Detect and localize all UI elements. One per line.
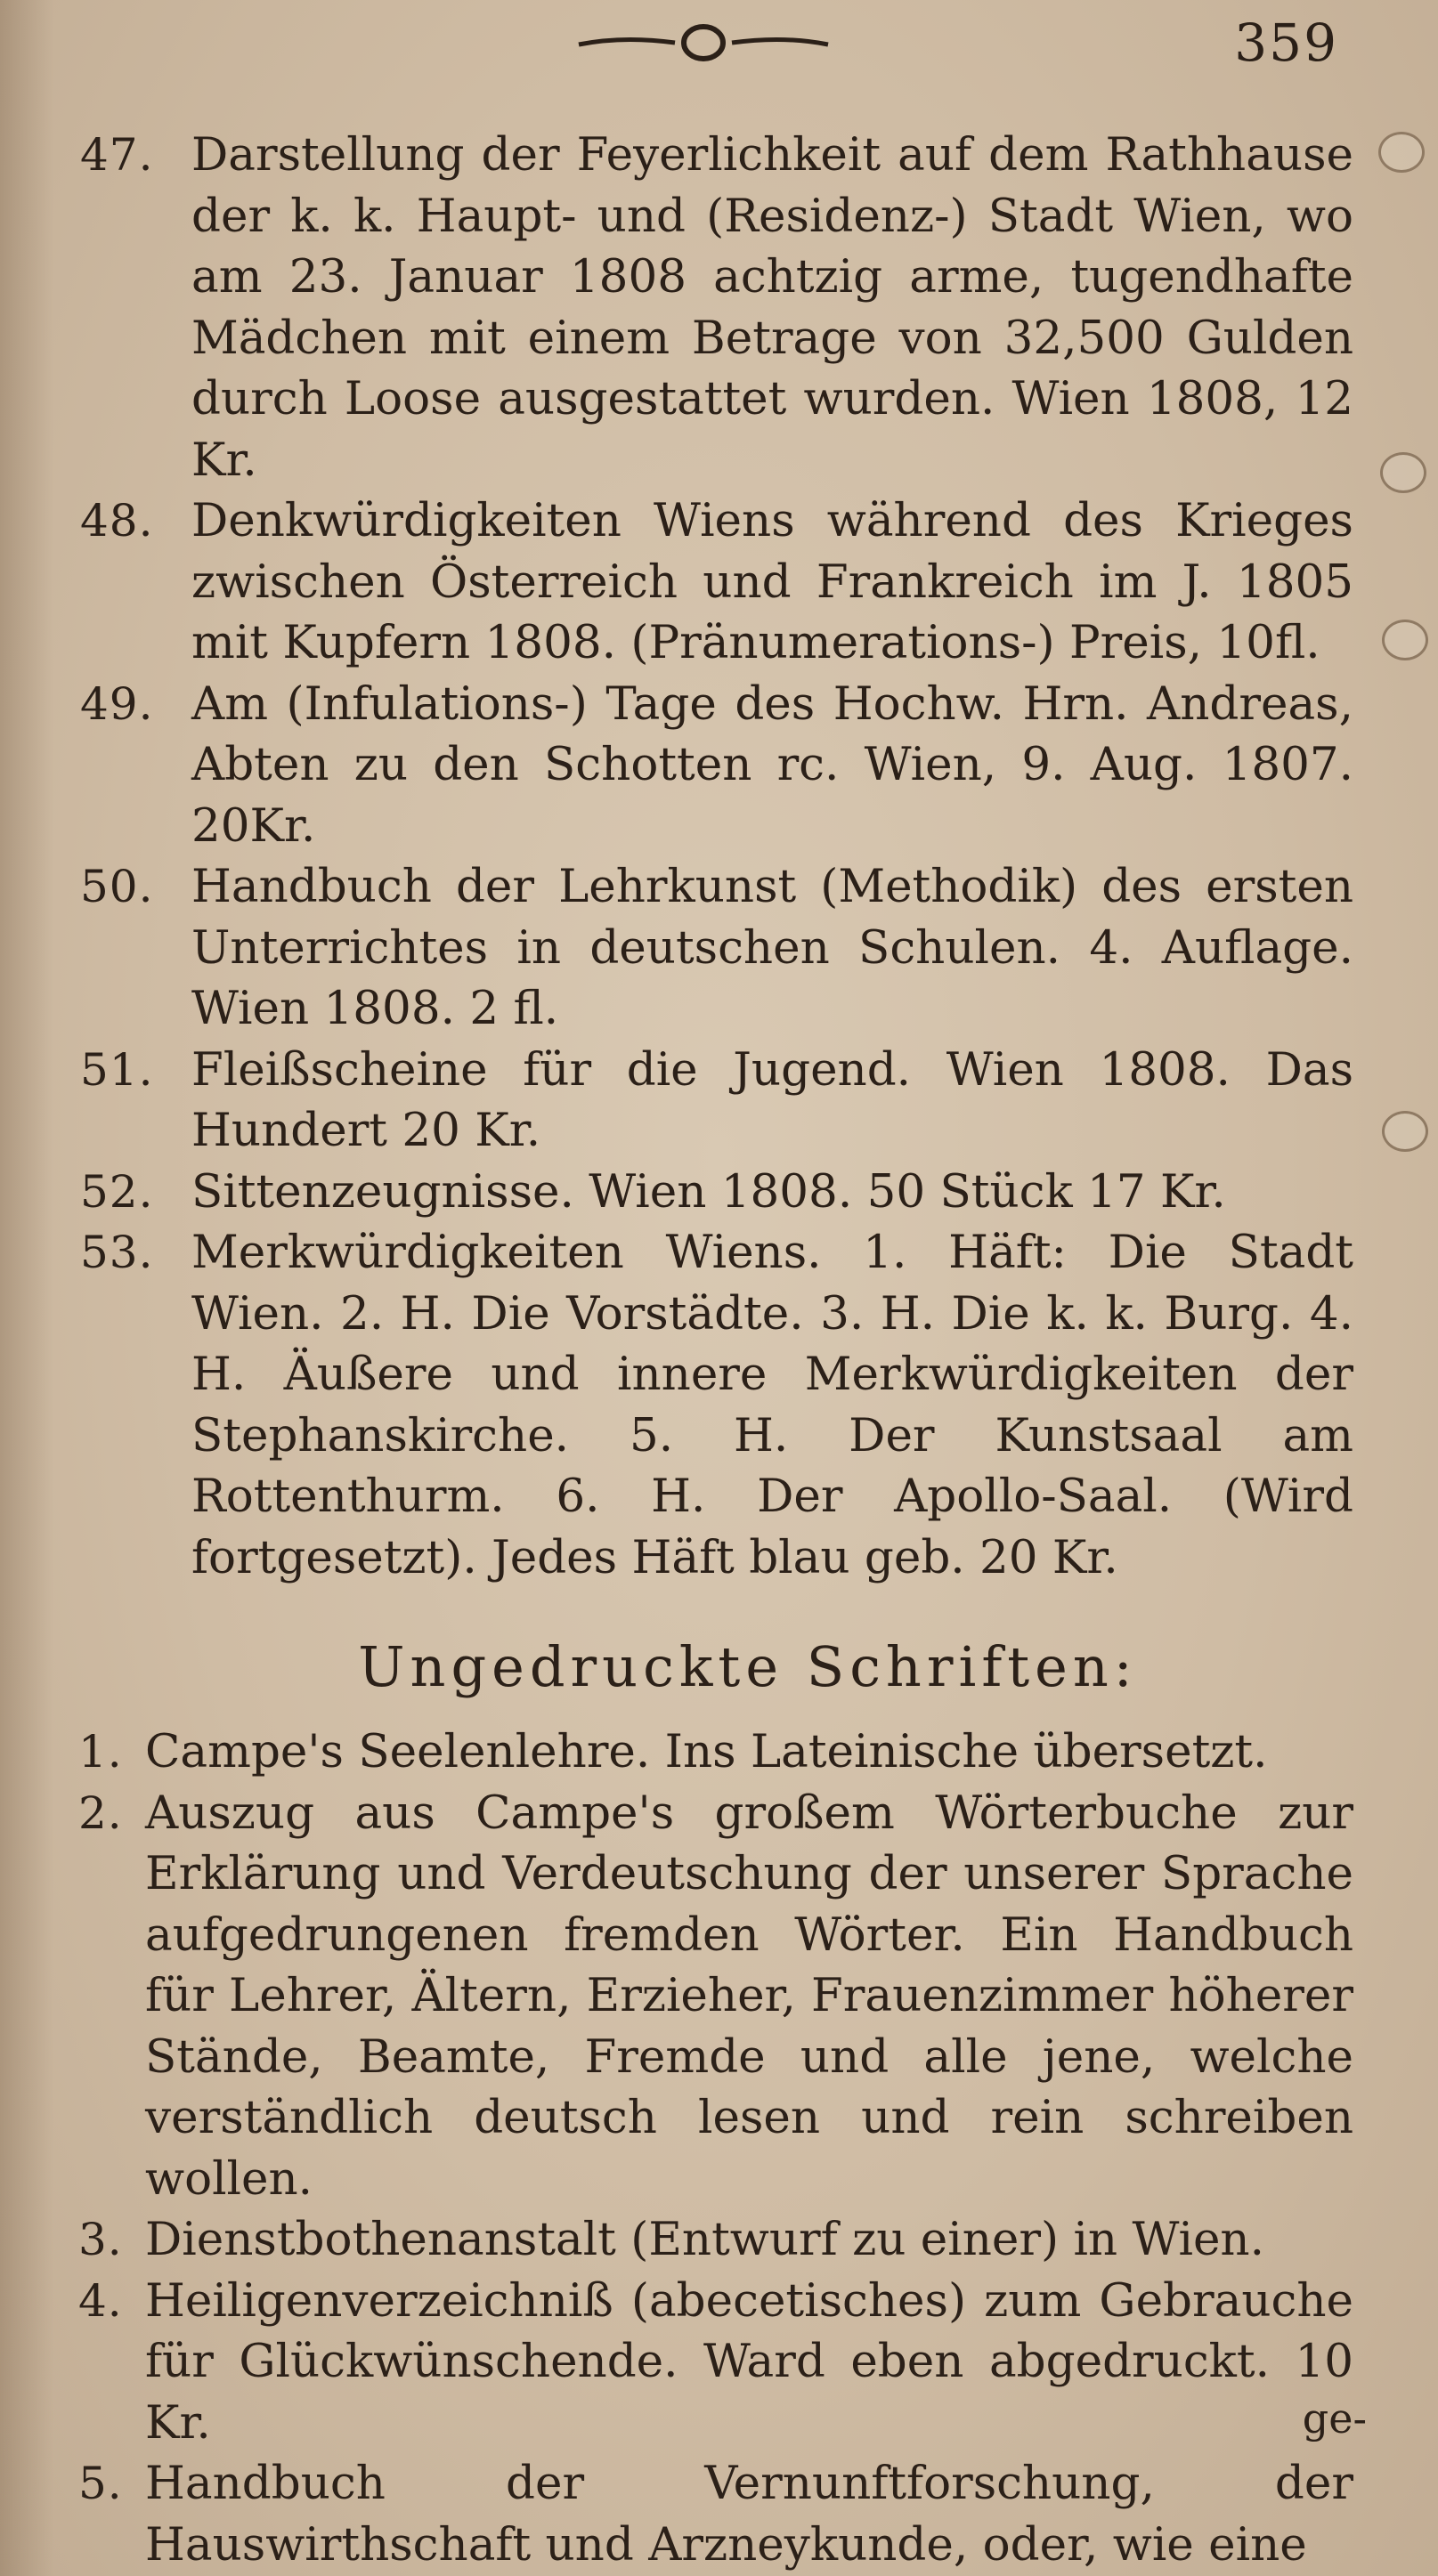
entry-number: 1. (78, 1726, 123, 1778)
unprinted-entry (78, 1721, 1353, 1783)
catalog-content (80, 125, 1353, 2575)
entry-number: 53. (80, 1227, 154, 1278)
entry-text: Handbuch der Lehrkunst (Methodik) des ersten Unterrichtes in deutschen Schulen. 4. Auflage. Wien 1808. 2 fl. (191, 860, 1353, 1035)
entry-text: Auszug aus Campe's großem Wörterbuche zur Erklärung und Verdeutschung der unserer Sprache aufgedrungenen fremden Wörter. Ein Handbuch für Lehrer, Ältern, Erzieher, Frauenzimmer höherer Stände, Beamte, Fremde und alle jene, welche verständlich deutsch lesen und rein schreiben wollen. (145, 1786, 1353, 2206)
entry-number: 48. (80, 495, 154, 547)
page-number: 359 (1234, 12, 1338, 73)
unprinted-entry (78, 2209, 1353, 2271)
entry-number: 47. (80, 129, 154, 181)
entry-text: Am (Infulations-) Tage des Hochw. Hrn. Andreas, Abten zu den Schotten rc. Wien, 9. Aug. 1807. 20Kr. (191, 676, 1353, 853)
page-edge-shadow (0, 0, 53, 2576)
page-header (0, 7, 1438, 87)
entry-text: Fleißscheine für die Jugend. Wien 1808. Das Hundert 20 Kr. (191, 1042, 1353, 1157)
unprinted-entry (78, 1783, 1353, 2210)
catalog-entry (80, 1040, 1353, 1162)
entry-text: Handbuch der Vernunftforschung, der Hauswirthschaft und Arzneykunde, oder, wie eine (145, 2457, 1353, 2572)
entry-text: Darstellung der Feyerlichkeit auf dem Rathhause der k. k. Haupt- und (Residenz-) Stadt Wien, wo am 23. Januar 1808 achtzig arme, tugendhafte Mädchen mit einem Betrage von 32,500 Gulden durch Loose ausgestattet wurden. Wien 1808, 12 Kr. (191, 128, 1353, 487)
entry-number: 52. (80, 1165, 154, 1218)
entry-text: Heiligenverzeichniß (abecetisches) zum Gebrauche für Glückwünschende. Ward eben abgedruckt. 10 Kr. (145, 2273, 1353, 2450)
binding-hole-icon (1380, 452, 1426, 493)
catalog-entry (80, 1162, 1353, 1223)
entry-text: Sittenzeugnisse. Wien 1808. 50 Stück 17 Kr. (191, 1164, 1226, 1219)
catchword: ge- (1302, 2394, 1367, 2442)
binding-hole-icon (1382, 620, 1428, 660)
binding-hole-icon (1378, 132, 1425, 173)
ornament-rule-icon (570, 16, 837, 69)
entry-number: 4. (78, 2274, 123, 2327)
entry-text: Dienstbothenanstalt (Entwurf zu einer) in Wien. (145, 2213, 1264, 2266)
entry-number: 50. (80, 861, 154, 912)
entry-number: 3. (78, 2214, 123, 2265)
entry-text: Merkwürdigkeiten Wiens. 1. Häft: Die Stadt Wien. 2. H. Die Vorstädte. 3. H. Die k. k. Burg. 4. H. Äußere und innere Merkwürdigkeiten der Stephanskirche. 5. H. Der Kunstsaal am Rottenthurm. 6. H. Der Apollo-Saal. (Wird fortgesetzt). Jedes Häft blau geb. 20 Kr. (191, 1226, 1353, 1584)
catalog-entry (80, 856, 1353, 1040)
binding-hole-icon (1382, 1111, 1428, 1152)
entry-text: Campe's Seelenlehre. Ins Lateinische übersetzt. (145, 1725, 1268, 1778)
catalog-entry (80, 674, 1353, 857)
entry-number: 2. (78, 1786, 123, 1839)
catalog-entry (80, 1222, 1353, 1588)
unprinted-entry (78, 2453, 1353, 2575)
catalog-entry (80, 490, 1353, 674)
section-title: Ungedruckte Schriften: (358, 1634, 1138, 1699)
entry-number: 5. (78, 2458, 123, 2509)
entry-number: 49. (80, 677, 154, 730)
unprinted-entry (78, 2271, 1353, 2454)
entry-text: Denkwürdigkeiten Wiens während des Krieges zwischen Österreich und Frankreich im J. 1805 mit Kupfern 1808. (Pränumerations-) Preis, 10fl. (191, 494, 1353, 669)
catalog-entry (80, 125, 1353, 490)
entry-number: 51. (80, 1043, 154, 1096)
